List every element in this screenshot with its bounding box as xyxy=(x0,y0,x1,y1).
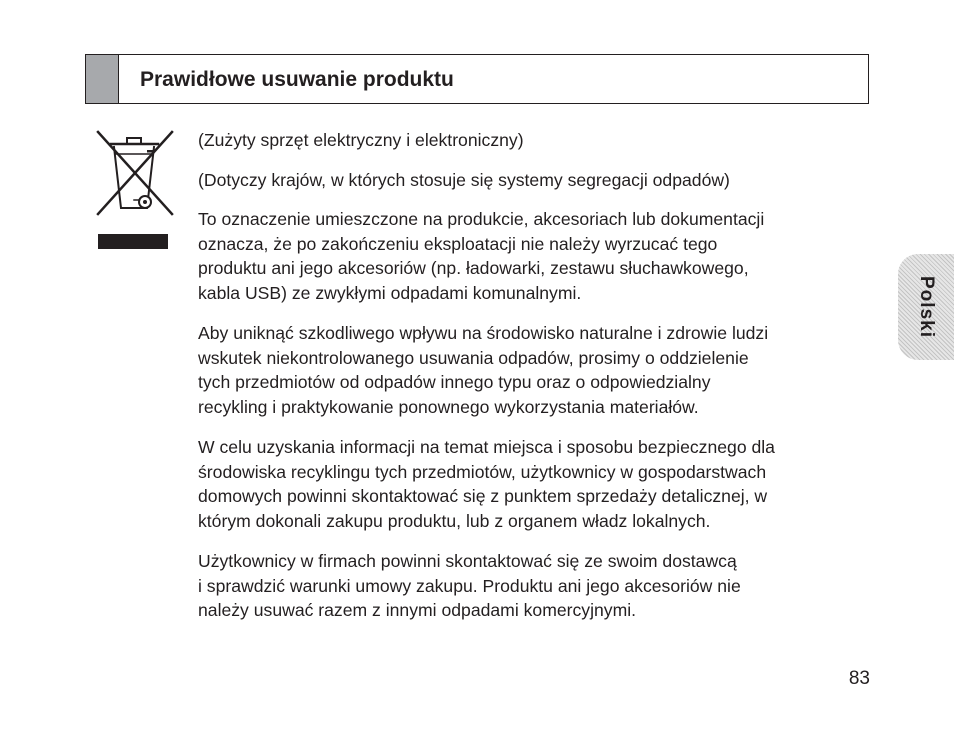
paragraph-environment xyxy=(198,321,868,419)
section-title-bar xyxy=(85,54,869,104)
text-line: Aby uniknąć szkodliwego wpływu na środowisko naturalne i zdrowie ludzi xyxy=(198,323,769,343)
page-title: Prawidłowe usuwanie produktu xyxy=(140,68,454,91)
text-line: kabla USB) ze zwykłymi odpadami komunalnymi. xyxy=(198,282,582,303)
text-line: oznacza, że po zakończeniu eksploatacji nie należy wyrzucać tego xyxy=(198,233,718,254)
text-line: W celu uzyskania informacji na temat miejsca i sposobu bezpiecznego dla xyxy=(198,437,775,457)
paragraph-household-users xyxy=(198,435,868,533)
text-line: (Zużyty sprzęt elektryczny i elektroniczny) xyxy=(198,130,524,150)
text-line: (Dotyczy krajów, w których stosuje się systemy segregacji odpadów) xyxy=(198,169,730,190)
paragraph-business-users xyxy=(198,549,868,623)
text-line: środowiska recyklingu tych przedmiotów, użytkownicy w gospodarstwach xyxy=(198,461,767,482)
text-line: Użytkownicy w firmach powinni skontaktować się ze swoim dostawcą xyxy=(198,551,737,571)
text-line: recykling i praktykowanie ponownego wykorzystania materiałów. xyxy=(198,396,699,417)
paragraph-marking-meaning xyxy=(198,207,868,305)
text-line: domowych powinni skontaktować się z punktem sprzedaży detalicznej, w xyxy=(198,486,768,506)
disposal-text xyxy=(198,128,868,639)
paragraph-weee-name xyxy=(198,128,868,153)
text-line: To oznaczenie umieszczone na produkcie, akcesoriach lub dokumentacji xyxy=(198,209,765,229)
text-line: produktu ani jego akcesoriów (np. ładowarki, zestawu słuchawkowego, xyxy=(198,258,749,278)
text-line: tych przedmiotów od odpadów innego typu oraz o odpowiedzialny xyxy=(198,372,711,392)
language-tab xyxy=(898,254,954,360)
crossed-out-wheelie-bin-icon xyxy=(94,128,176,252)
text-line: należy usuwać razem z innymi odpadami komercyjnymi. xyxy=(198,600,637,620)
text-line: którym dokonali zakupu produktu, lub z organem władz lokalnych. xyxy=(198,510,711,531)
text-line: i sprawdzić warunki umowy zakupu. Produktu ani jego akcesoriów nie xyxy=(198,575,741,596)
title-accent-block xyxy=(86,55,119,103)
paragraph-applicability xyxy=(198,168,868,193)
page-number: 83 xyxy=(848,668,870,689)
language-tab-label: Polski xyxy=(916,276,937,338)
text-line: wskutek niekontrolowanego usuwania odpadów, prosimy o oddzielenie xyxy=(198,347,749,368)
